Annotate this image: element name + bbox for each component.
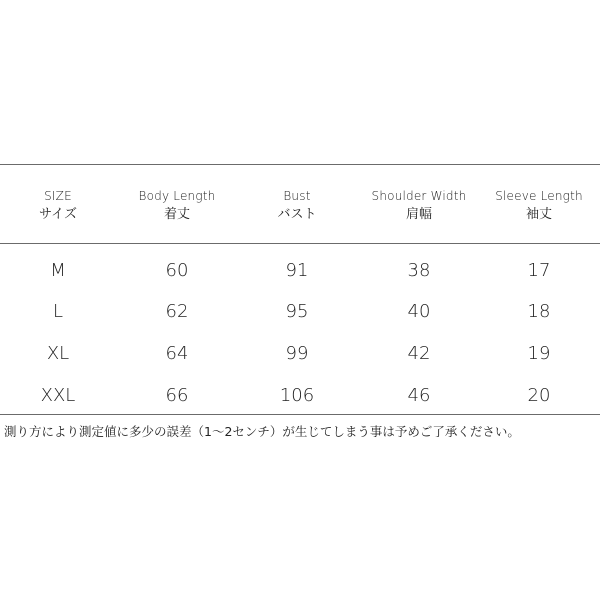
table-row bbox=[0, 381, 600, 411]
table-bottom-rule bbox=[0, 414, 600, 415]
header-body-length-ja: 着丈 bbox=[163, 207, 190, 222]
header-sleeve-length-ja: 袖丈 bbox=[525, 207, 552, 222]
cell-body-length: 60 bbox=[165, 260, 189, 281]
header-bust-ja: バスト bbox=[277, 207, 317, 222]
cell-shoulder-width: 40 bbox=[407, 301, 431, 322]
header-shoulder-width-en: Shoulder Width bbox=[371, 189, 467, 203]
cell-sleeve-length: 19 bbox=[527, 343, 551, 364]
cell-shoulder-width: 38 bbox=[407, 260, 431, 281]
header-size-en: SIZE bbox=[44, 189, 72, 203]
header-shoulder-width-ja: 肩幅 bbox=[405, 207, 432, 222]
table-row bbox=[0, 256, 600, 286]
header-bust-en: Bust bbox=[283, 189, 311, 203]
cell-size: XL bbox=[46, 343, 70, 364]
header-size-ja: サイズ bbox=[39, 207, 77, 222]
cell-bust: 99 bbox=[285, 343, 309, 364]
cell-shoulder-width: 46 bbox=[407, 385, 431, 406]
header-bust bbox=[227, 187, 367, 225]
cell-size: XXL bbox=[40, 385, 76, 406]
cell-body-length: 66 bbox=[165, 385, 189, 406]
header-body-length-en: Body Length bbox=[138, 189, 216, 203]
header-sleeve-length bbox=[469, 187, 600, 225]
cell-body-length: 64 bbox=[165, 343, 189, 364]
cell-size: M bbox=[50, 260, 66, 281]
table-top-rule bbox=[0, 164, 600, 165]
table-row bbox=[0, 297, 600, 327]
cell-sleeve-length: 20 bbox=[527, 385, 551, 406]
cell-sleeve-length: 17 bbox=[527, 260, 551, 281]
table-header-rule bbox=[0, 243, 600, 244]
cell-bust: 95 bbox=[285, 301, 309, 322]
cell-shoulder-width: 42 bbox=[407, 343, 431, 364]
header-body-length bbox=[107, 187, 247, 225]
header-shoulder-width bbox=[349, 187, 489, 225]
cell-sleeve-length: 18 bbox=[527, 301, 551, 322]
header-sleeve-length-en: Sleeve Length bbox=[495, 189, 583, 203]
cell-bust: 91 bbox=[285, 260, 309, 281]
cell-body-length: 62 bbox=[165, 301, 189, 322]
cell-size: L bbox=[52, 301, 64, 322]
cell-bust: 106 bbox=[279, 385, 315, 406]
table-row bbox=[0, 339, 600, 369]
measurement-note: 測り方により測定値に多少の誤差（1〜2センチ）が生じてしまう事は予めご了承ください。 bbox=[4, 424, 520, 439]
